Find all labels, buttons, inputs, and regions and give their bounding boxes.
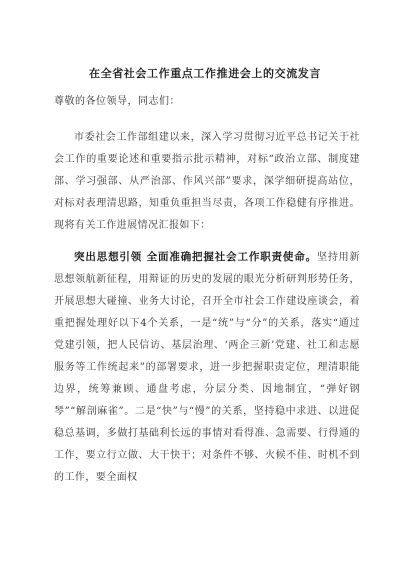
paragraph-2-text: 坚持用新思想领航新征程，用辩证的历史的发展的眼光分析研判形势任务，开展思想大碰撞、业务大讨论，召开全市社会工作建设座谈会，着重把握处理好以下4个关系，一是“统”与“分”的关系，落实“通过党建引领，把人民信访、基层治理、‘两企三新’党建、社工和志愿服务等工作统起来”的部署要求，进一步把握职责定位，理清职能边界，统筹兼顾、通盘考虑，分层分类、因地制宜，“弹好钢琴”“解剖麻雀”。二是“快”与“慢”的关系，坚持稳中求进、以进促稳总基调，多做打基础利长远的事情对看得准、急需要、行得通的工作，要立行立做、大干快干；对条件不够、火候不佳、时机不到的工作，要全面权 [54, 252, 360, 483]
paragraph-2-lead: 突出思想引领 全面准确把握社会工作职责使命。 [74, 251, 317, 263]
body-paragraph-1 [54, 126, 360, 237]
body-paragraph-2 [54, 246, 360, 489]
salutation: 尊敬的各位领导，同志们： [54, 96, 180, 107]
document-title: 在全省社会工作重点工作推进会上的交流发言 [89, 67, 321, 80]
paragraph-1-text: 市委社会工作部组建以来，深入学习贯彻习近平总书记关于社会工作的重要论述和重要指示批示精神，对标“政治立部、制度建部、学习强部、从严治部、作风兴部”要求，深学细研提高站位，对标对表理清思路，知重负重担当尽责，各项工作稳健有序推进。现将有关工作进展情况汇报如下： [54, 132, 360, 231]
